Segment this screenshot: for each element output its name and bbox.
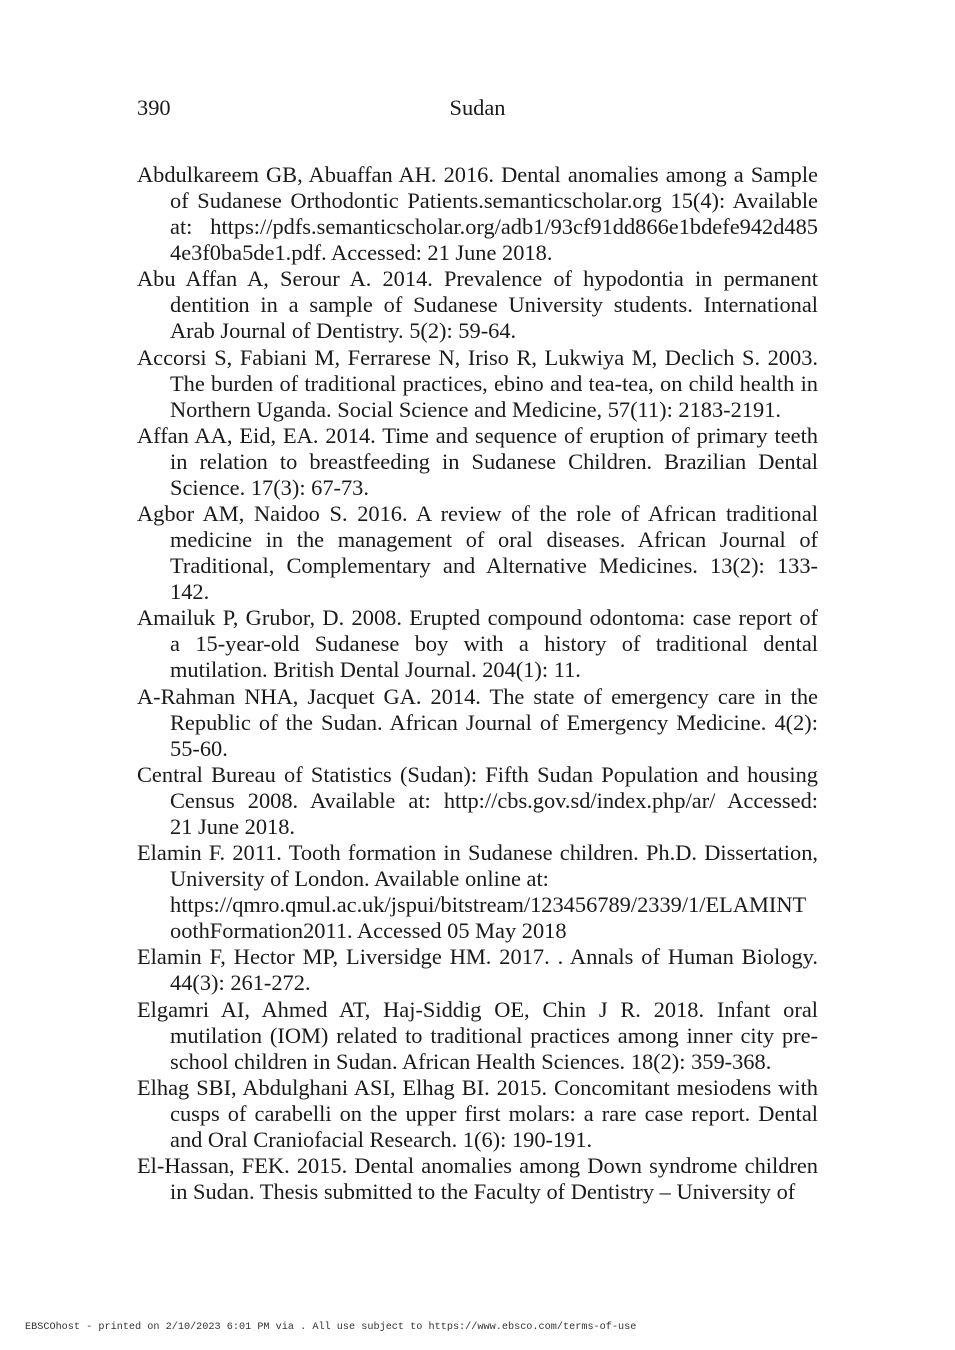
reference-entry xyxy=(137,501,818,605)
reference-line-text: Northern Uganda. Social Science and Medicine, 57(11): 2183-2191. xyxy=(170,396,782,422)
reference-list xyxy=(137,162,818,1205)
reference-line xyxy=(170,970,818,996)
reference-line-text: https://qmro.qmul.ac.uk/jspui/bitstream/123456789/2339/1/ELAMINT xyxy=(170,892,807,918)
reference-line xyxy=(170,371,818,397)
reference-line-text: a 15-year-old Sudanese boy with a history of traditional dental xyxy=(170,631,818,657)
reference-line-text: medicine in the management of oral diseases. African Journal of xyxy=(170,527,818,553)
reference-entry xyxy=(137,605,818,683)
reference-line xyxy=(170,579,818,605)
reference-line xyxy=(170,527,818,553)
reference-line-text: Elgamri AI, Ahmed AT, Haj-Siddig OE, Chin J R. 2018. Infant oral xyxy=(137,996,818,1022)
reference-line-text: 142. xyxy=(170,579,210,605)
reference-line xyxy=(170,449,818,475)
reference-line-text: 44(3): 261-272. xyxy=(170,970,311,996)
reference-entry xyxy=(137,840,818,944)
reference-line-text: A-Rahman NHA, Jacquet GA. 2014. The state of emergency care in the xyxy=(137,683,818,709)
reference-line xyxy=(137,684,818,710)
reference-line xyxy=(137,423,818,449)
print-footer: EBSCOhost - printed on 2/10/2023 6:01 PM via . All use subject to https://www.ebsco.com/terms-of-use xyxy=(25,1322,637,1333)
reference-line xyxy=(170,892,818,918)
reference-line xyxy=(137,944,818,970)
reference-line xyxy=(170,631,818,657)
reference-line xyxy=(170,1049,818,1075)
reference-line xyxy=(170,918,818,944)
running-head: Sudan xyxy=(449,95,506,120)
reference-entry xyxy=(137,162,818,266)
reference-line xyxy=(170,866,818,892)
reference-line xyxy=(170,736,818,762)
reference-line-text: 4e3f0ba5de1.pdf. Accessed: 21 June 2018. xyxy=(170,240,553,266)
reference-line-text: oothFormation2011. Accessed 05 May 2018 xyxy=(170,918,567,944)
reference-entry xyxy=(137,1075,818,1153)
reference-line xyxy=(170,188,818,214)
reference-line xyxy=(170,553,818,579)
reference-line-text: Abu Affan A, Serour A. 2014. Prevalence of hypodontia in permanent xyxy=(137,266,818,292)
reference-line xyxy=(170,397,818,423)
reference-line-text: mutilation (IOM) related to traditional practices among inner city pre- xyxy=(170,1022,818,1048)
reference-line-text: Elamin F. 2011. Tooth formation in Sudanese children. Ph.D. Dissertation, xyxy=(137,840,818,866)
reference-line xyxy=(170,318,818,344)
reference-entry xyxy=(137,997,818,1075)
reference-line xyxy=(170,1023,818,1049)
reference-line xyxy=(170,292,818,318)
reference-line xyxy=(170,657,818,683)
reference-line xyxy=(137,1075,818,1101)
reference-line-text: dentition in a sample of Sudanese University students. International xyxy=(170,292,818,318)
reference-line-text: 55-60. xyxy=(170,735,228,761)
reference-line xyxy=(170,788,818,814)
reference-line xyxy=(170,814,818,840)
reference-line-text: of Sudanese Orthodontic Patients.semanticscholar.org 15(4): Available xyxy=(170,188,818,214)
reference-line xyxy=(137,605,818,631)
reference-line xyxy=(170,1101,818,1127)
reference-line-text: Science. 17(3): 67-73. xyxy=(170,474,369,500)
reference-entry xyxy=(137,684,818,762)
reference-line-text: Elamin F, Hector MP, Liversidge HM. 2017. . Annals of Human Biology. xyxy=(137,944,818,970)
reference-entry xyxy=(137,423,818,501)
reference-line-text: Abdulkareem GB, Abuaffan AH. 2016. Dental anomalies among a Sample xyxy=(137,162,818,187)
reference-line-text: mutilation. British Dental Journal. 204(1): 11. xyxy=(170,657,581,683)
reference-line-text: in relation to breastfeeding in Sudanese Children. Brazilian Dental xyxy=(170,448,818,474)
reference-line-text: University of London. Available online at: xyxy=(170,866,549,892)
reference-line-text: Central Bureau of Statistics (Sudan): Fifth Sudan Population and housing xyxy=(137,761,818,787)
reference-line-text: Census 2008. Available at: http://cbs.gov.sd/index.php/ar/ Accessed: xyxy=(170,787,818,813)
reference-line xyxy=(170,240,818,266)
reference-line xyxy=(137,501,818,527)
reference-line-text: school children in Sudan. African Health Sciences. 18(2): 359-368. xyxy=(170,1048,772,1074)
reference-line-text: cusps of carabelli on the upper first molars: a rare case report. Dental xyxy=(170,1100,818,1126)
reference-line xyxy=(170,475,818,501)
reference-line-text: The burden of traditional practices, ebino and tea-tea, on child health in xyxy=(170,370,818,396)
reference-line xyxy=(137,266,818,292)
reference-entry xyxy=(137,345,818,423)
reference-line-text: Arab Journal of Dentistry. 5(2): 59-64. xyxy=(170,318,517,344)
reference-line-text: Agbor AM, Naidoo S. 2016. A review of the role of African traditional xyxy=(137,501,818,527)
reference-line-text: Elhag SBI, Abdulghani ASI, Elhag BI. 2015. Concomitant mesiodens with xyxy=(137,1074,818,1100)
reference-line-text: Republic of the Sudan. African Journal of Emergency Medicine. 4(2): xyxy=(170,709,818,735)
reference-line-text: 21 June 2018. xyxy=(170,813,296,839)
reference-line xyxy=(170,1179,818,1205)
reference-line xyxy=(137,762,818,788)
reference-line xyxy=(170,1127,818,1153)
reference-line-text: Accorsi S, Fabiani M, Ferrarese N, Iriso R, Lukwiya M, Declich S. 2003. xyxy=(137,344,818,370)
reference-line xyxy=(137,345,818,371)
reference-line xyxy=(137,997,818,1023)
reference-entry xyxy=(137,266,818,344)
reference-line xyxy=(137,1153,818,1179)
reference-line-text: El-Hassan, FEK. 2015. Dental anomalies among Down syndrome children xyxy=(137,1152,818,1178)
reference-line-text: Amailuk P, Grubor, D. 2008. Erupted compound odontoma: case report of xyxy=(137,605,818,631)
reference-line xyxy=(170,710,818,736)
reference-line-text: and Oral Craniofacial Research. 1(6): 190-191. xyxy=(170,1126,593,1152)
reference-line-text: at: https://pdfs.semanticscholar.org/adb1/93cf91dd866e1bdefe942d485 xyxy=(170,214,818,240)
reference-line xyxy=(170,214,818,240)
reference-line xyxy=(137,840,818,866)
reference-line-text: in Sudan. Thesis submitted to the Faculty of Dentistry – University of xyxy=(170,1179,796,1205)
reference-line xyxy=(137,162,818,188)
reference-line-text: Affan AA, Eid, EA. 2014. Time and sequence of eruption of primary teeth xyxy=(137,422,818,448)
page-number: 390 xyxy=(137,95,171,120)
reference-entry xyxy=(137,944,818,996)
reference-line-text: Traditional, Complementary and Alternative Medicines. 13(2): 133- xyxy=(170,553,818,579)
reference-entry xyxy=(137,1153,818,1205)
reference-entry xyxy=(137,762,818,840)
